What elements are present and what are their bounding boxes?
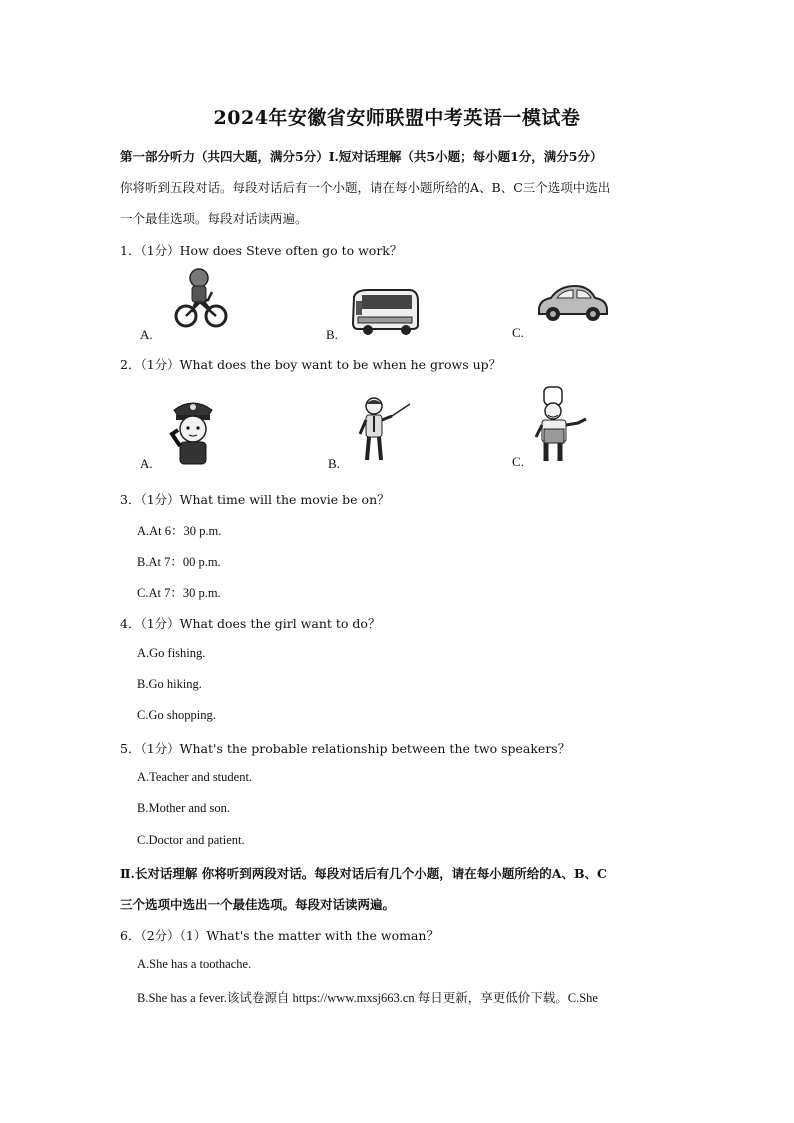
- q1-option-c-label: C.: [512, 325, 524, 340]
- question-3-text: 3．（1分）What time will the movie be on？: [120, 492, 390, 507]
- question-6-text: 6．（2分）（1）What's the matter with the woman？: [120, 928, 439, 943]
- policeman-icon: [168, 396, 218, 468]
- q6-option-b-with-source-note: B.She has a fever.该试卷源自 https://www.mxsj663.cn 每日更新，享更低价下载。C.She: [137, 991, 598, 1005]
- question-1-text: 1．（1分）How does Steve often go to work？: [120, 243, 403, 258]
- q5-option-c: C.Doctor and patient.: [137, 833, 245, 847]
- q5-option-b: B.Mother and son.: [137, 801, 231, 815]
- q3-option-b: B.At 7：00 p.m.: [137, 555, 221, 569]
- chef-icon: [532, 385, 590, 465]
- teacher-icon: [352, 396, 416, 464]
- q3-option-c: C.At 7：30 p.m.: [137, 586, 221, 600]
- question-5-text: 5．（1分）What's the probable relationship between the two speakers？: [120, 741, 571, 756]
- section1-instruction-line1: 你将听到五段对话。每段对话后有一个小题，请在每小题所给的A、B、C三个选项中选出: [120, 180, 611, 195]
- bicycle-icon: [172, 266, 230, 330]
- q6-option-a: A.She has a toothache.: [137, 957, 252, 971]
- q2-option-c-label: C.: [512, 454, 524, 469]
- section2-heading-line2: 三个选项中选出一个最佳选项。每段对话读两遍。: [120, 897, 396, 912]
- car-icon: [535, 282, 611, 324]
- q2-option-a-label: A.: [140, 456, 153, 471]
- q1-option-a-label: A.: [140, 327, 153, 342]
- section1-heading: 第一部分听力（共四大题，满分5分）I.短对话理解（共5小题；每小题1分，满分5分）: [120, 149, 603, 164]
- question-4-text: 4．（1分）What does the girl want to do？: [120, 616, 381, 631]
- q4-option-b: B.Go hiking.: [137, 677, 202, 691]
- q5-option-a: A.Teacher and student.: [137, 770, 253, 784]
- section2-heading-line1: Ⅱ.长对话理解 你将听到两段对话。每段对话后有几个小题，请在每小题所给的A、B、C: [120, 866, 607, 881]
- page-title: 2024年安徽省安师联盟中考英语一模试卷: [213, 107, 581, 129]
- q4-option-a: A.Go fishing.: [137, 646, 206, 660]
- q3-option-a: A.At 6：30 p.m.: [137, 524, 222, 538]
- q1-option-b-label: B.: [326, 327, 338, 342]
- q2-option-b-label: B.: [328, 456, 340, 471]
- bus-icon: [348, 287, 420, 337]
- question-2-text: 2．（1分）What does the boy want to be when he grows up？: [120, 357, 502, 372]
- q4-option-c: C.Go shopping.: [137, 708, 216, 722]
- section1-instruction-line2: 一个最佳选项。每段对话读两遍。: [120, 211, 308, 226]
